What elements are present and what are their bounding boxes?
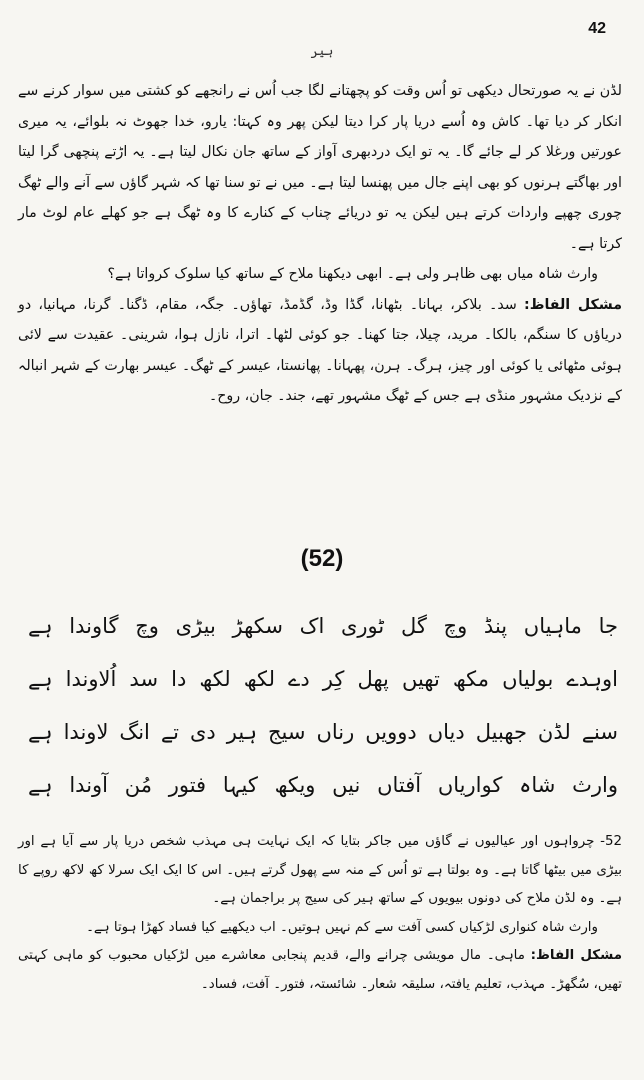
glossary (18, 942, 622, 999)
prose-section (18, 76, 622, 412)
commentary-section (18, 828, 622, 999)
prose-paragraph: وارث شاہ میاں بھی ظاہر ولی ہے۔ ابھی دیکھنا ملاح کے ساتھ کیا سلوک کرواتا ہے؟ (107, 266, 598, 282)
glossary-label: مشکل الفاظ: (530, 948, 622, 963)
verse-line: سنے لڈن جھبیل دیاں دوویں رناں سیج ہیر دی تے انگ لاوندا ہے (28, 720, 618, 744)
glossary-label: مشکل الفاظ: (524, 296, 622, 313)
running-head: ہیر (310, 44, 334, 59)
section-number: (52) (300, 545, 344, 572)
page-number: 42 (588, 20, 606, 37)
glossary-text: ماہی۔ مال مویشی چرانے والے، قدیم پنجابی معاشرے میں لڑکیاں محبوب کو ماہی کہتی تھیں، سُگھڑ۔ مہذب، تعلیم یافتہ، سلیقہ شعار۔ شائستہ، فتور۔ آفت، فساد۔ (18, 948, 622, 992)
glossary (18, 290, 622, 412)
verse-line: وارث شاہ کواریاں آفتاں نیں ویکھ کیہا فتور مُن آوندا ہے (28, 773, 618, 797)
commentary-paragraph: وارث شاہ کنواری لڑکیاں کسی آفت سے کم نہیں ہوتیں۔ اب دیکھیے کیا فساد کھڑا ہوتا ہے۔ (86, 919, 598, 935)
verse-block (28, 600, 618, 812)
glossary-text: سد۔ بلاکر، بہانا۔ بٹھانا، گڈا وڈ، گڈمڈ، تھاؤں۔ جگہ، مقام، ڈگنا۔ گرنا، مہانیا، دو دریاؤں کا سنگم، بالکا۔ مرید، چیلا، جتا کھنا۔ جو کوئی لٹھا۔ اترا، نازل ہوا، شرینی۔ عقیدت سے لائی ہوئی مٹھائی یا کوئی اور چیز، ہرگ۔ ہرن، پھہانا۔ پھانستا، عیسر کے ٹھگ۔ عیسر بھارت کے شہر انبالہ کے نزدیک مشہور منڈی ہے جس کے ٹھگ مشہور تھے، جند۔ جان، روح۔ (18, 296, 622, 404)
prose-paragraph: لڈن نے یہ صورتحال دیکھی تو اُس وقت کو پچھتانے لگا جب اُس نے رانجھے کو کشتی میں سوار کرنے سے انکار کر دیا تھا۔ کاش وہ اُسے دریا پار کرا دیتا لیکن پھر وہ کہتا: یارو، خدا جھوٹ نہ بلوائے، یہ میری عورتیں ورغلا کر لے جائے گا۔ یہ تو ایک دردبھری آواز کے ساتھ جان نکال لیتا ہے۔ یہ اڑتے پنچھی گرا لیتا اور بھاگتے ہرنوں کو بھی اپنے جال میں پھنسا لیتا ہے۔ میں نے تو سنا تھا کہ شہر گاؤں سے آنے والے ٹھگ چوری چھپے واردات کرتے ہیں لیکن یہ تو دریائے چناب کے کنارے کا وہ ٹھگ ہے جو کھلے عام لوٹ مار کرتا ہے۔ (18, 83, 622, 252)
verse-line: اوہدے بولیاں مکھ تھیں پھل کِر دے لکھ لکھ دا سد اُلاوندا ہے (28, 667, 618, 691)
commentary-paragraph: 52- چرواہوں اور عیالیوں نے گاؤں میں جاکر بتایا کہ ایک نہایت ہی مہذب شخص دریا پار سے آیا ہے اور بیڑی میں بیٹھا گاتا ہے۔ وہ بولتا ہے تو اُس کے منہ سے پھول گرتے ہیں۔ اس کا ایک ایک سرلا کھ لاکھ روپے کا ہے۔ وہ لڈن ملاح کی دونوں بیویوں کے ساتھ ہیر کی سیج پر براجمان ہے۔ (18, 834, 622, 906)
verse-line: جا ماہیاں پنڈ وچ گل ٹوری اک سکھڑ بیڑی وچ گاوندا ہے (28, 614, 618, 638)
